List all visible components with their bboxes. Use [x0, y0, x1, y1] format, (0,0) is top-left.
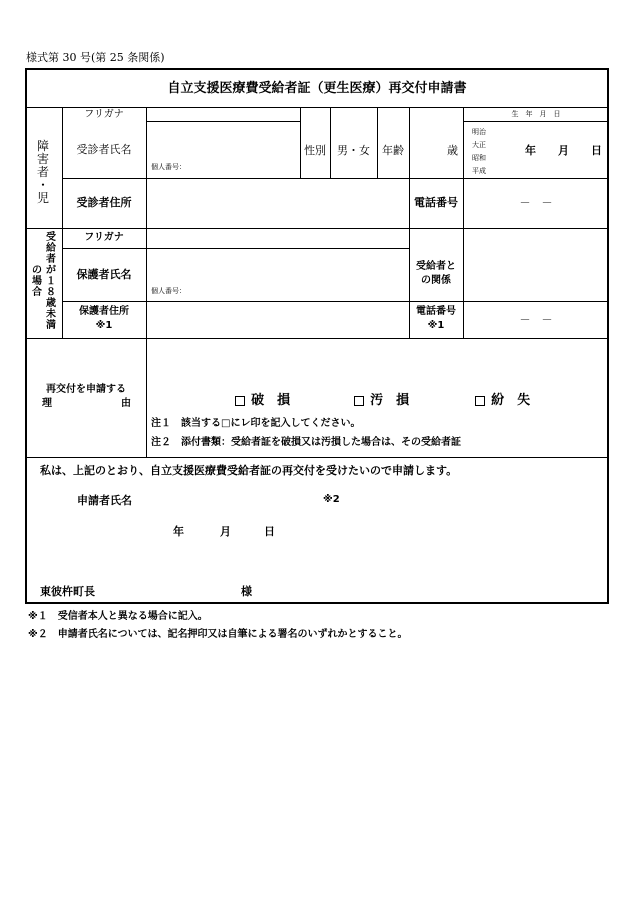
age-unit: 歳 [447, 144, 458, 157]
patient-furigana-label: フリガナ [84, 109, 124, 120]
guardian-side-label-col2: の 場 合 [32, 265, 42, 298]
declaration-statement: 私は、上記のとおり、自立支援医療費受給者証の再交付を受けたいので申請します。 [40, 464, 458, 477]
relation-label-line1: 受給者と [416, 261, 456, 272]
applicant-name-label: 申請者氏名 [77, 494, 132, 507]
applicant-name-field[interactable] [150, 490, 320, 508]
guardian-phone-field[interactable]: － － [519, 313, 553, 326]
guardian-phone-label-line1: 電話番号 [416, 306, 456, 317]
form-title: 自立支援医療費受給者証（更生医療）再交付申請書 [167, 81, 467, 96]
applicant-mark-2: ※2 [323, 494, 340, 505]
patient-furigana-field[interactable] [147, 108, 299, 121]
reason-label-line1: 再交付を申請する [46, 384, 126, 395]
reason-note-1: 注１ 該当する□にレ印を記入してください。 [151, 418, 361, 429]
guardian-phone-label-line2: ※1 [427, 320, 445, 331]
date-month-label: 月 [220, 525, 231, 538]
guardian-furigana-label: フリガナ [84, 232, 124, 243]
footnote-1: ※１ 受信者本人と異なる場合に記入。 [28, 611, 208, 622]
sex-label: 性別 [304, 144, 326, 157]
form-number: 様式第 30 号(第 25 条関係) [26, 51, 165, 64]
birth-date-ymd[interactable]: 年 月 日 [525, 144, 602, 157]
reason-option-damaged[interactable]: 破 損 [226, 381, 290, 407]
patient-phone-field[interactable]: － － [519, 196, 553, 209]
patient-address-field[interactable] [147, 179, 408, 227]
reason-option-soiled[interactable]: 汚 損 [345, 381, 409, 407]
footnote-2: ※２ 申請者氏名については、記名押印又は自筆による署名のいずれかとすること。 [28, 629, 408, 640]
era-list[interactable]: 明治 大正 昭和 平成 [472, 128, 486, 175]
patient-side-label: 障 害 者 ・ 児 [36, 139, 49, 205]
patient-address-label: 受診者住所 [76, 196, 132, 209]
date-day-label: 日 [264, 525, 275, 538]
guardian-furigana-field[interactable] [147, 229, 408, 248]
birth-date-header: 生 年 月 日 [511, 110, 561, 118]
patient-phone-label: 電話番号 [414, 196, 458, 209]
guardian-name-field[interactable] [147, 249, 408, 300]
guardian-name-label: 保護者氏名 [76, 268, 132, 281]
date-year-label: 年 [173, 525, 184, 538]
reason-option-lost[interactable]: 紛 失 [466, 381, 530, 407]
reason-label-ri: 理 [42, 398, 52, 409]
relation-label-line2: の関係 [421, 275, 451, 286]
soiled-checkbox[interactable] [354, 396, 364, 406]
guardian-kojin-bango-label: 個人番号： [151, 287, 186, 295]
patient-kojin-bango-label: 個人番号： [151, 163, 186, 171]
lost-checkbox[interactable] [475, 396, 485, 406]
sex-value[interactable]: 男・女 [337, 144, 370, 157]
recipient-name: 東彼杵町長 [40, 585, 95, 598]
reason-label-yu: 由 [121, 398, 131, 409]
guardian-address-label-line1: 保護者住所 [79, 306, 129, 317]
damaged-checkbox[interactable] [235, 396, 245, 406]
reason-note-2: 注２ 添付書類：受給者証を破損又は汚損した場合は、その受給者証 [151, 437, 461, 448]
age-field[interactable] [410, 108, 462, 177]
recipient-honorific: 様 [241, 585, 252, 598]
guardian-address-label-line2: ※1 [95, 320, 113, 331]
guardian-side-label-col1: 受 給 者 が １ ８ 歳 未 満 [46, 232, 56, 331]
age-label: 年齢 [382, 144, 404, 157]
patient-name-label: 受診者氏名 [76, 143, 132, 156]
relation-field[interactable] [464, 229, 608, 300]
guardian-address-field[interactable] [147, 302, 408, 337]
